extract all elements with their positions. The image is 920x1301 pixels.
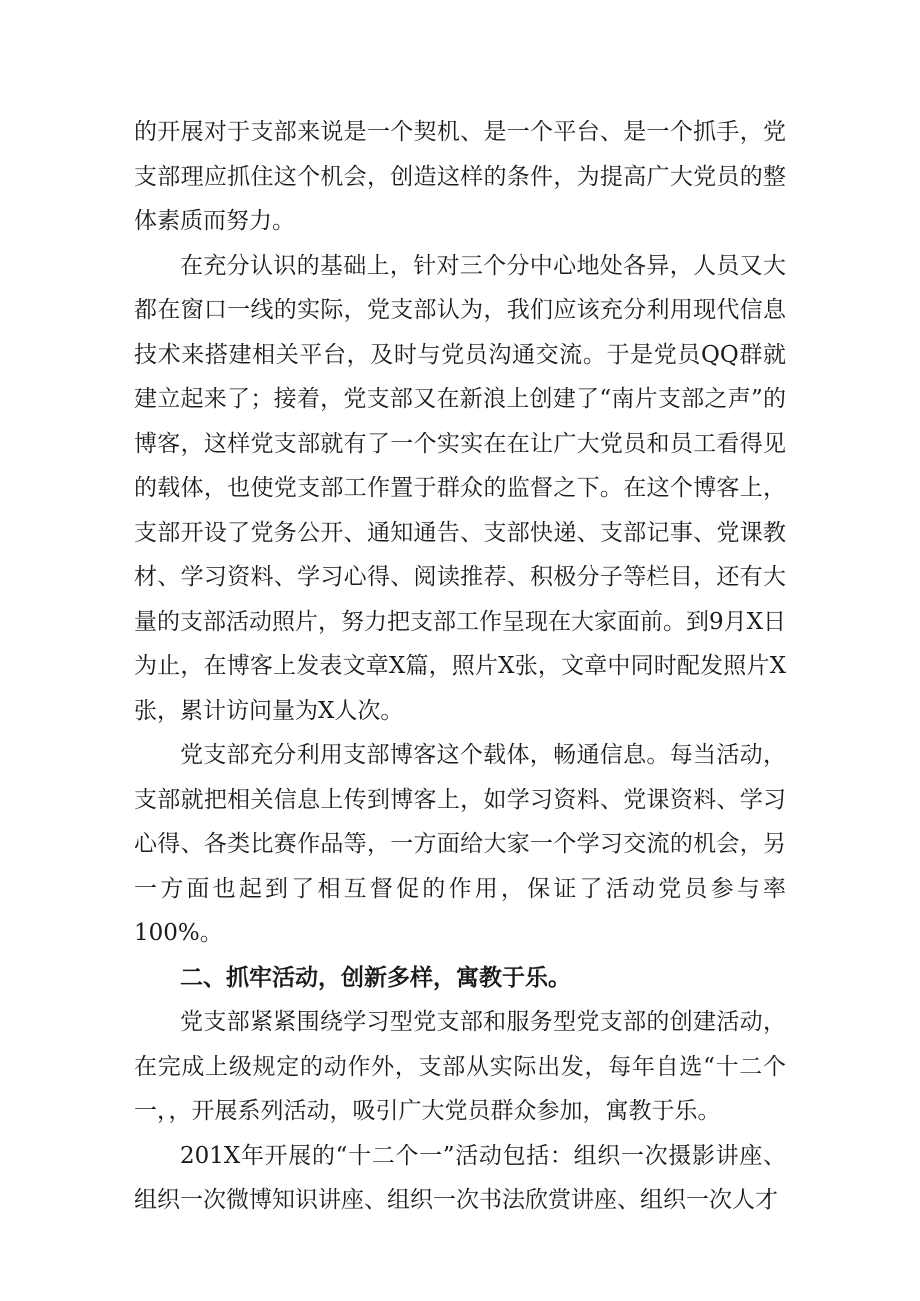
paragraph-blog-platform: 在充分认识的基础上，针对三个分中心地处各异，人员又大都在窗口一线的实际，党支部认为，我们应该充分利用现代信息技术来搭建相关平台，及时与党员沟通交流。于是党员QQ群就建立起来了；接着，党支部又在新浪上创建了“南片支部之声”的博客，这样党支部就有了一个实实在在让广大党员和员工看得见的载体，也使党支部工作置于群众的监督之下。在这个博客上，支部开设了党务公开、通知通告、支部快递、支部记事、党课教材、学习资料、学习心得、阅读推荐、积极分子等栏目，还有大量的支部活动照片，努力把支部工作呈现在大家面前。到9月X日为止，在博客上发表文章X篇，照片X张，文章中同时配发照片X张，累计访问量为X人次。: [134, 252, 787, 724]
paragraph-blog-usage: 党支部充分利用支部博客这个载体，畅通信息。每当活动，支部就把相关信息上传到博客上，如学习资料、党课资料、学习心得、各类比赛作品等，一方面给大家一个学习交流的机会，另一方面也起到了相互督促的作用，保证了活动党员参与率100%。: [134, 742, 786, 946]
document-body: [134, 110, 786, 1223]
paragraph-activities: 党支部紧紧围绕学习型党支部和服务型党支部的创建活动，在完成上级规定的动作外，支部从实际出发，每年自选“十二个一，，开展系列活动，吸引广大党员群众参加，寓教于乐。: [134, 1009, 786, 1124]
paragraph-continuation: 的开展对于支部来说是一个契机、是一个平台、是一个抓手，党支部理应抓住这个机会，创造这样的条件，为提高广大党员的整体素质而努力。: [134, 119, 786, 234]
section-heading: 二、抓牢活动，创新多样，寓教于乐。: [180, 964, 571, 991]
paragraph-activity-list: 201X年开展的“十二个一”活动包括：组织一次摄影讲座、组织一次微博知识讲座、组织一次书法欣赏讲座、组织一次人才: [134, 1142, 786, 1213]
